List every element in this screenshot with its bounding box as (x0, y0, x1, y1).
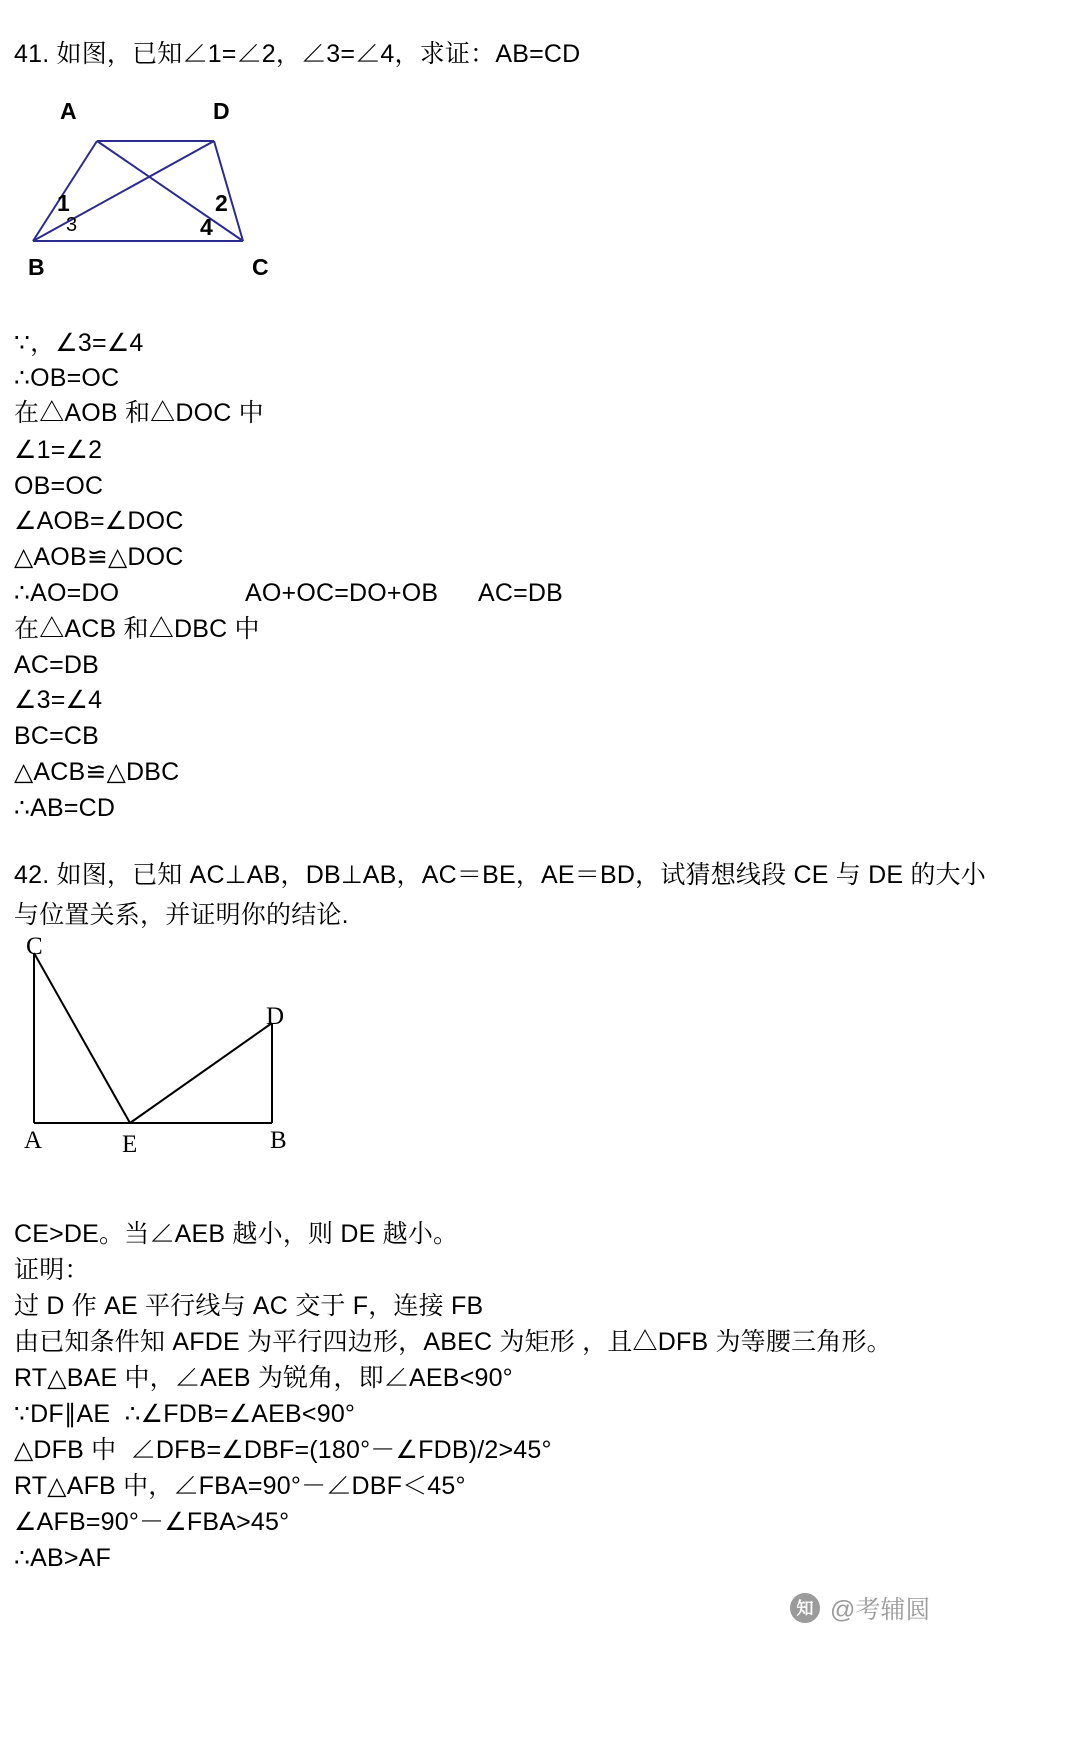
figure-42-label-b: B (270, 1127, 287, 1154)
figure-42-label-a: A (24, 1127, 43, 1154)
problem-41-figure (0, 95, 320, 295)
problem-42-proof-line-1: CE>DE。当∠AEB 越小，则 DE 越小。 (14, 1220, 459, 1248)
trapezoid-with-diagonals-svg (0, 95, 320, 295)
figure-41-label-c: C (252, 254, 269, 280)
problem-41-proof-line-5: OB=OC (14, 472, 104, 500)
problem-42-figure (0, 935, 340, 1165)
problem-41-proof-line-10: ∠3=∠4 (14, 686, 103, 714)
figure-41-label-d: D (213, 98, 230, 124)
figure-41-angle-2: 2 (215, 190, 228, 216)
watermark-text: @考辅囻 (830, 1596, 931, 1624)
problem-42-proof-line-8: RT△AFB 中，∠FBA=90°－∠DBF＜45° (14, 1472, 466, 1500)
figure-42-label-c: C (26, 933, 43, 960)
segment-ce (34, 953, 130, 1123)
figure-42-label-e: E (122, 1131, 138, 1158)
problem-41-proof-line-4: ∠1=∠2 (14, 436, 103, 464)
problem-41-proof-line-12: △ACB≌△DBC (14, 758, 180, 786)
zhihu-logo-icon: 知 (790, 1593, 820, 1623)
problem-42-proof-line-2: 证明： (14, 1256, 90, 1284)
problem-42-proof-line-3: 过 D 作 AE 平行线与 AC 交于 F，连接 FB (14, 1292, 484, 1320)
figure-41-label-a: A (60, 98, 77, 124)
problem-41-derivation-col-2: AO+OC=DO+OB (245, 579, 439, 607)
problem-42-proof-line-4: 由已知条件知 AFDE 为平行四边形，ABEC 为矩形 ，且△DFB 为等腰三角形。 (14, 1328, 892, 1356)
problem-41-proof-line-7: △AOB≌△DOC (14, 543, 184, 571)
problem-41-proof-line-6: ∠AOB=∠DOC (14, 507, 184, 535)
figure-41-label-b: B (28, 254, 45, 280)
problem-41-proof-line-2: ∴OB=OC (14, 364, 120, 392)
rectangle-with-ce-de-svg (0, 935, 340, 1165)
problem-41-proof-line-8: 在△ACB 和△DBC 中 (14, 615, 260, 643)
problem-41-derivation-col-3: AC=DB (478, 579, 564, 607)
problem-42-heading-line-2: 与位置关系，并证明你的结论. (14, 901, 349, 929)
problem-41-proof-line-3: 在△AOB 和△DOC 中 (14, 399, 264, 427)
figure-42-label-d: D (266, 1003, 285, 1030)
problem-41-proof-line-13: ∴AB=CD (14, 794, 116, 822)
watermark (790, 1590, 930, 1626)
figure-41-angle-1: 1 (57, 190, 70, 216)
problem-41-derivation-col-1: ∴AO=DO (14, 579, 120, 607)
figure-41-angle-4: 4 (200, 214, 213, 240)
problem-42-heading-line-1: 42. 如图，已知 AC⊥AB，DB⊥AB，AC＝BE，AE＝BD，试猜想线段 CE 与 DE 的大小 (14, 861, 986, 889)
problem-42-proof-line-7: △DFB 中 ∠DFB=∠DBF=(180°－∠FDB)/2>45° (14, 1436, 552, 1464)
problem-41-proof-line-1: ∵，∠3=∠4 (14, 329, 144, 357)
problem-42-proof-line-6: ∵DF∥AE ∴∠FDB=∠AEB<90° (14, 1400, 356, 1428)
figure-41-angle-3: 3 (66, 214, 78, 236)
segment-ed (130, 1023, 272, 1123)
problem-42-proof-line-5: RT△BAE 中，∠AEB 为锐角，即∠AEB<90° (14, 1364, 513, 1392)
problem-41-proof-line-11: BC=CB (14, 722, 100, 750)
problem-41-proof-line-9: AC=DB (14, 651, 100, 679)
problem-42-proof-line-9: ∠AFB=90°－∠FBA>45° (14, 1508, 290, 1536)
problem-42-proof-line-10: ∴AB>AF (14, 1544, 112, 1572)
problem-41-heading: 41. 如图，已知∠1=∠2，∠3=∠4，求证：AB=CD (14, 40, 581, 68)
